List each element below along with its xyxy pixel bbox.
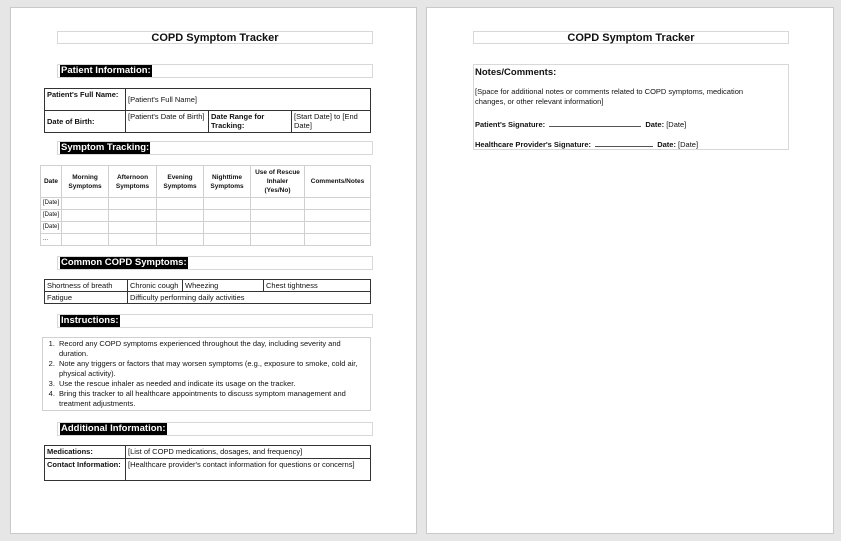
table-cell[interactable] <box>62 210 109 222</box>
date-cell[interactable]: ... <box>41 234 62 246</box>
section-heading: Patient Information: <box>61 65 151 76</box>
notes-section <box>473 64 789 150</box>
table-row <box>41 234 371 246</box>
table-cell[interactable] <box>157 198 204 210</box>
table-cell[interactable] <box>251 222 305 234</box>
table-cell[interactable] <box>62 198 109 210</box>
table-cell[interactable] <box>305 210 371 222</box>
instructions-list <box>43 339 368 409</box>
symptom-cell: Chest tightness <box>264 280 371 292</box>
date-label: Date: <box>657 140 676 149</box>
provider-signature-label: Healthcare Provider's Signature: <box>475 140 591 149</box>
column-header: Afternoon Symptoms <box>109 166 157 198</box>
contact-info-label: Contact Information: <box>45 459 126 481</box>
table-cell[interactable] <box>157 222 204 234</box>
table-cell[interactable] <box>109 198 157 210</box>
date-cell[interactable]: [Date] <box>41 210 62 222</box>
section-patient-information <box>57 64 373 78</box>
page-title: COPD Symptom Tracker <box>473 31 789 44</box>
date-cell[interactable]: [Date] <box>41 222 62 234</box>
notes-text[interactable]: [Space for additional notes or comments related to COPD symptoms, medication changes, or other relevant information] <box>475 87 744 106</box>
column-header: Morning Symptoms <box>62 166 109 198</box>
symptom-cell: Difficulty performing daily activities <box>128 292 371 304</box>
table-row <box>41 222 371 234</box>
section-heading: Common COPD Symptoms: <box>61 257 187 268</box>
table-cell[interactable] <box>204 234 251 246</box>
common-symptoms-table <box>44 279 371 304</box>
contact-info-field[interactable]: [Healthcare provider's contact information for questions or concerns] <box>126 459 371 481</box>
document-page-1 <box>10 7 417 534</box>
provider-signature-row <box>475 139 698 149</box>
date-value[interactable]: [Date] <box>678 140 699 149</box>
section-heading: Instructions: <box>61 315 119 326</box>
dob-label: Date of Birth: <box>45 111 126 133</box>
instruction-item: 3. Use the rescue inhaler as needed and indicate its usage on the tracker. <box>57 379 368 389</box>
table-cell[interactable] <box>109 234 157 246</box>
table-cell[interactable] <box>62 234 109 246</box>
table-cell[interactable] <box>305 222 371 234</box>
date-value[interactable]: [Date] <box>666 120 687 129</box>
column-header: Evening Symptoms <box>157 166 204 198</box>
symptom-cell: Wheezing <box>183 280 264 292</box>
table-row <box>41 198 371 210</box>
column-header: Comments/Notes <box>305 166 371 198</box>
instruction-item: 1. Record any COPD symptoms experienced throughout the day, including severity and duration. <box>57 339 368 359</box>
symptom-cell: Fatigue <box>45 292 128 304</box>
table-cell[interactable] <box>109 210 157 222</box>
table-cell[interactable] <box>204 198 251 210</box>
instructions-list-box <box>42 337 371 411</box>
patient-signature-line[interactable] <box>549 119 641 127</box>
section-heading: Additional Information: <box>61 423 166 434</box>
table-cell[interactable] <box>251 234 305 246</box>
section-symptom-tracking <box>57 141 373 155</box>
patient-signature-label: Patient's Signature: <box>475 120 546 129</box>
table-cell[interactable] <box>109 222 157 234</box>
symptom-tracking-table <box>40 165 371 246</box>
medications-field[interactable]: [List of COPD medications, dosages, and frequency] <box>126 446 371 459</box>
symptom-cell: Chronic cough <box>128 280 183 292</box>
table-cell[interactable] <box>305 198 371 210</box>
page-title: COPD Symptom Tracker <box>57 31 373 44</box>
table-cell[interactable] <box>62 222 109 234</box>
table-cell[interactable] <box>204 210 251 222</box>
patient-signature-row <box>475 119 686 129</box>
table-cell[interactable] <box>157 210 204 222</box>
provider-signature-line[interactable] <box>595 139 653 147</box>
date-label: Date: <box>645 120 665 129</box>
medications-label: Medications: <box>45 446 126 459</box>
additional-info-table <box>44 445 371 481</box>
notes-heading: Notes/Comments: <box>475 67 557 78</box>
column-header: Nighttime Symptoms <box>204 166 251 198</box>
section-instructions <box>57 314 373 328</box>
table-cell[interactable] <box>251 210 305 222</box>
date-cell[interactable]: [Date] <box>41 198 62 210</box>
instruction-item: 4. Bring this tracker to all healthcare appointments to discuss symptom management and treatment adjustments. <box>57 389 368 409</box>
patient-name-field[interactable]: [Patient's Full Name] <box>126 89 371 111</box>
table-row <box>41 210 371 222</box>
table-cell[interactable] <box>204 222 251 234</box>
column-header: Date <box>41 166 62 198</box>
table-cell[interactable] <box>157 234 204 246</box>
patient-info-table <box>44 88 371 133</box>
table-cell[interactable] <box>251 198 305 210</box>
symptom-cell: Shortness of breath <box>45 280 128 292</box>
date-range-label: Date Range for Tracking: <box>209 111 292 133</box>
patient-name-label: Patient's Full Name: <box>45 89 126 111</box>
section-common-symptoms <box>57 256 373 270</box>
section-heading: Symptom Tracking: <box>61 142 150 153</box>
table-header-row <box>41 166 371 198</box>
dob-field[interactable]: [Patient's Date of Birth] <box>126 111 209 133</box>
date-range-field[interactable]: [Start Date] to [End Date] <box>292 111 371 133</box>
column-header: Use of Rescue Inhaler (Yes/No) <box>251 166 305 198</box>
instruction-item: 2. Note any triggers or factors that may worsen symptoms (e.g., exposure to smoke, cold air, physical activity). <box>57 359 368 379</box>
table-cell[interactable] <box>305 234 371 246</box>
section-additional-information <box>57 422 373 436</box>
document-page-2 <box>426 7 834 534</box>
